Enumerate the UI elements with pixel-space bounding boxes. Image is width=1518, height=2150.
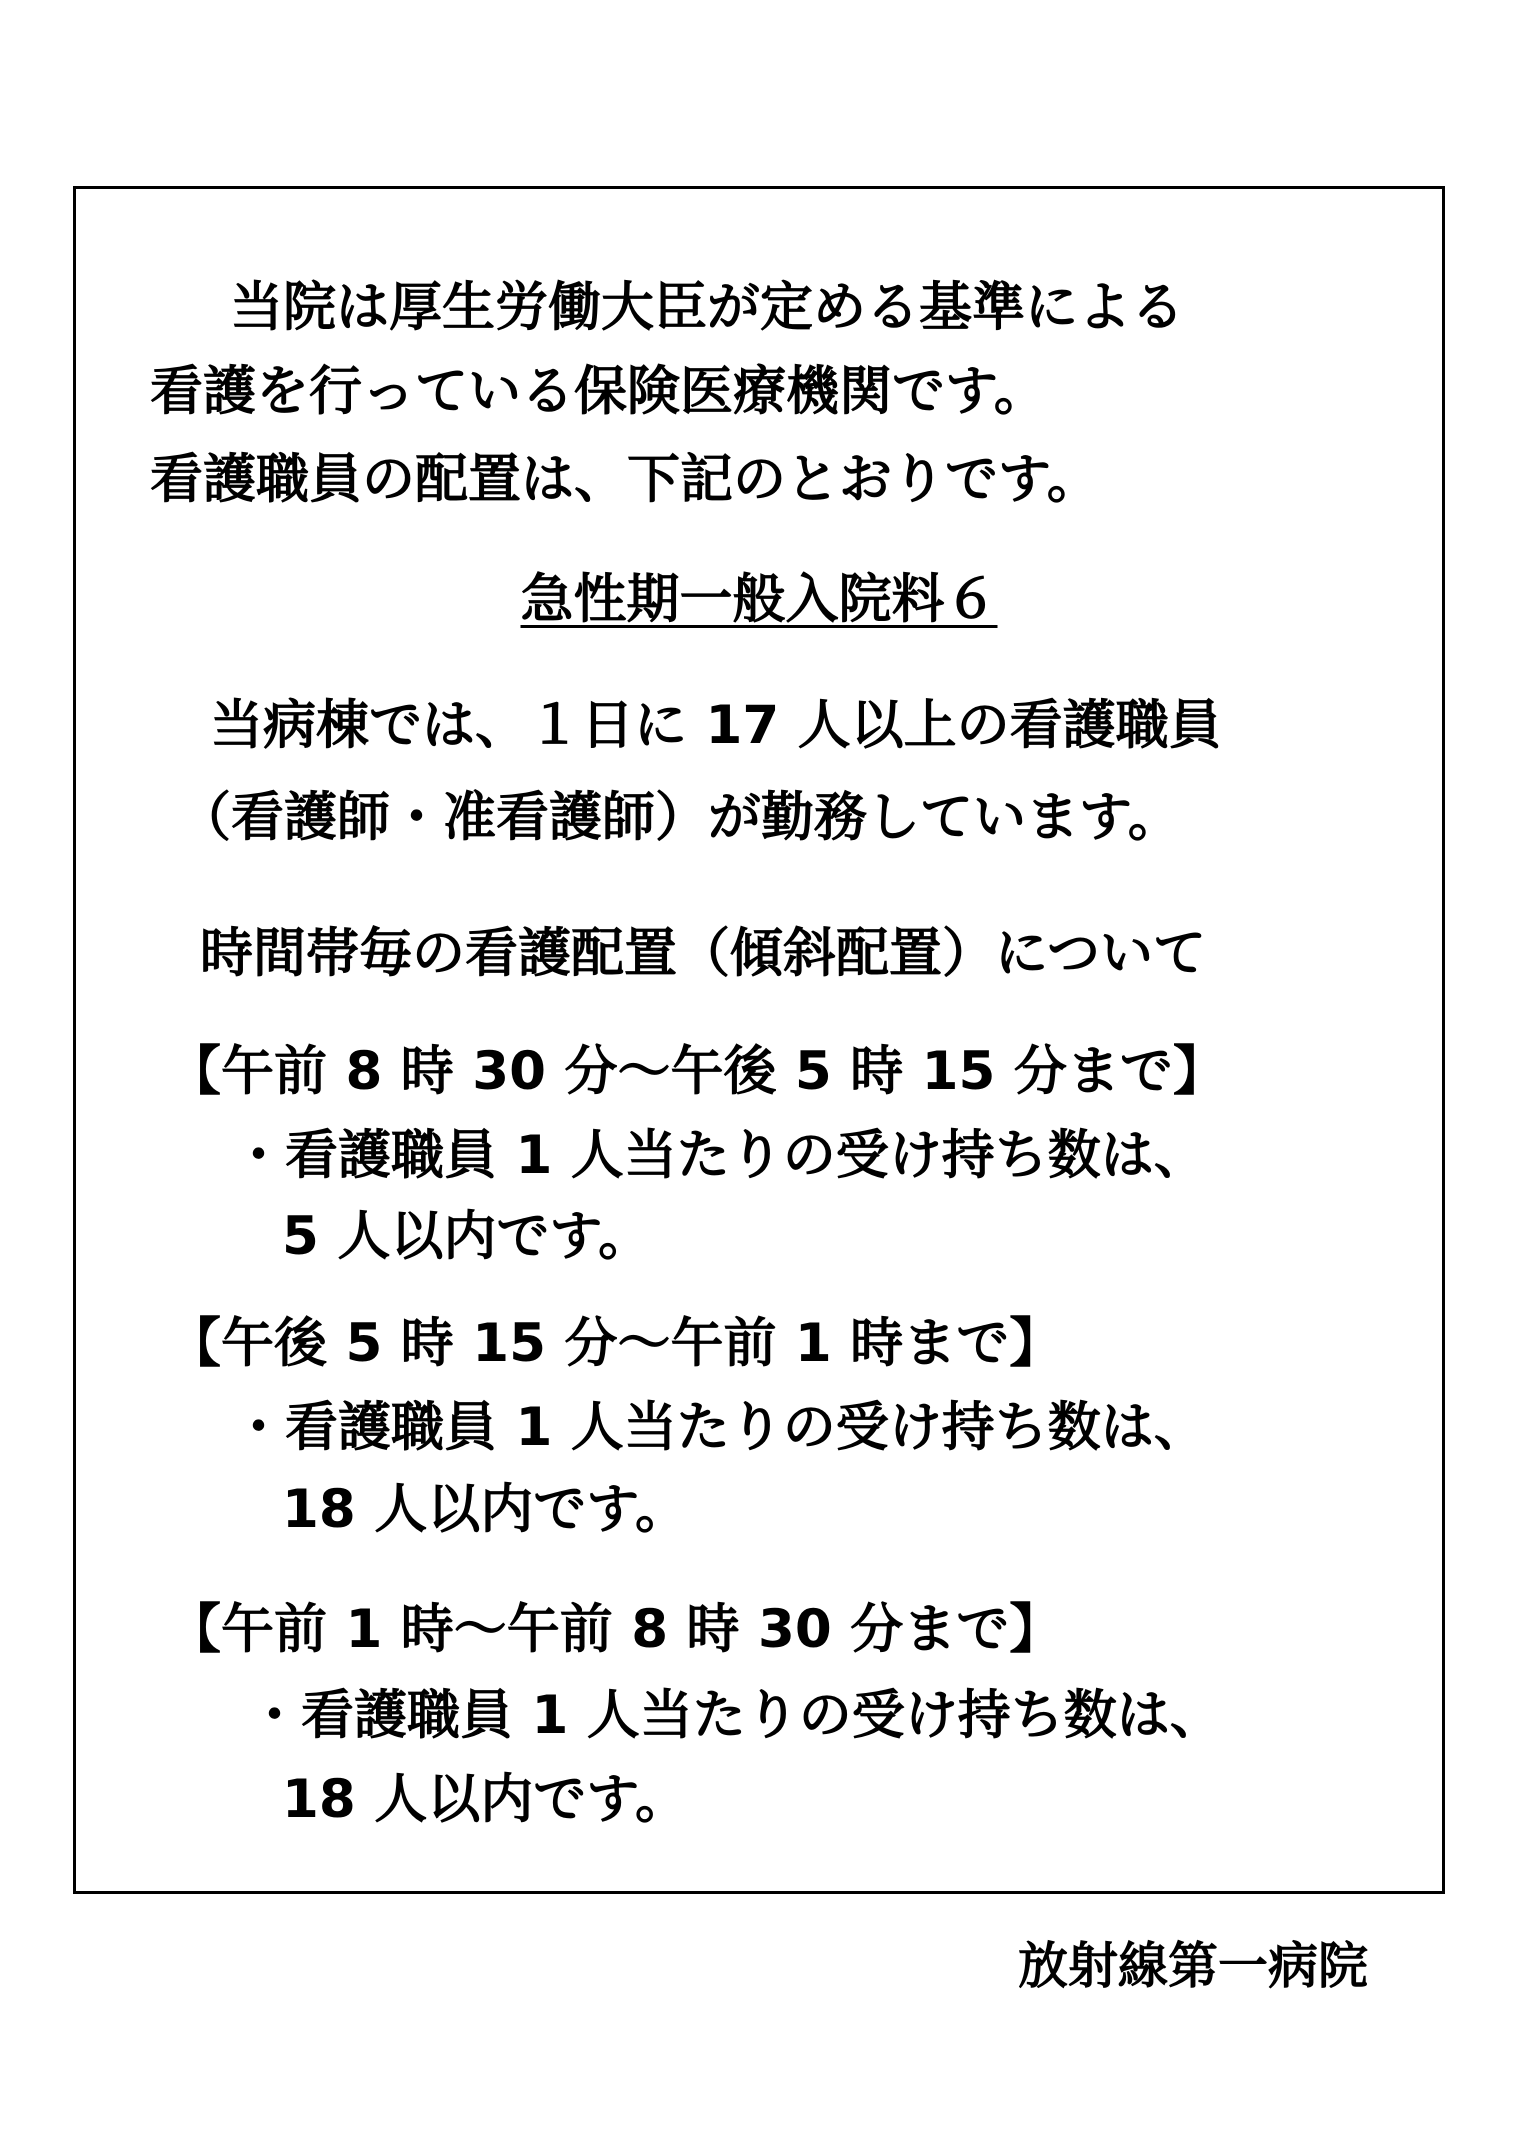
intro-line-2: 看護を行っている保険医療機関です。 xyxy=(150,361,1047,422)
intro-line-1: 当院は厚生労働大臣が定める基準による xyxy=(230,277,1184,338)
subheading-time-allocation: 時間帯毎の看護配置（傾斜配置）について xyxy=(200,923,1206,984)
period-label-evening: 【午後 5 時 15 分～午前 1 時まで】 xyxy=(168,1313,1063,1374)
period-label-night: 【午前 1 時～午前 8 時 30 分まで】 xyxy=(168,1599,1063,1660)
hospital-name: 放射線第一病院 xyxy=(1018,1937,1368,1995)
period-day-detail-1: ・看護職員 1 人当たりの受け持ち数は、 xyxy=(232,1125,1207,1186)
period-night-detail-1: ・看護職員 1 人当たりの受け持ち数は、 xyxy=(248,1685,1223,1746)
staffing-line-2: （看護師・准看護師）が勤務しています。 xyxy=(178,787,1181,848)
staffing-line-1: 当病棟では、１日に 17 人以上の看護職員 xyxy=(210,695,1222,756)
intro-line-3: 看護職員の配置は、下記のとおりです。 xyxy=(150,449,1100,510)
period-night-detail-2: 18 人以内です。 xyxy=(282,1769,688,1830)
period-evening-detail-1: ・看護職員 1 人当たりの受け持ち数は、 xyxy=(232,1397,1207,1458)
heading-admission-fee: 急性期一般入院料６ xyxy=(520,569,998,630)
period-label-day: 【午前 8 時 30 分～午後 5 時 15 分まで】 xyxy=(168,1041,1226,1102)
period-day-detail-2: 5 人以内です。 xyxy=(282,1206,652,1267)
period-evening-detail-2: 18 人以内です。 xyxy=(282,1479,688,1540)
